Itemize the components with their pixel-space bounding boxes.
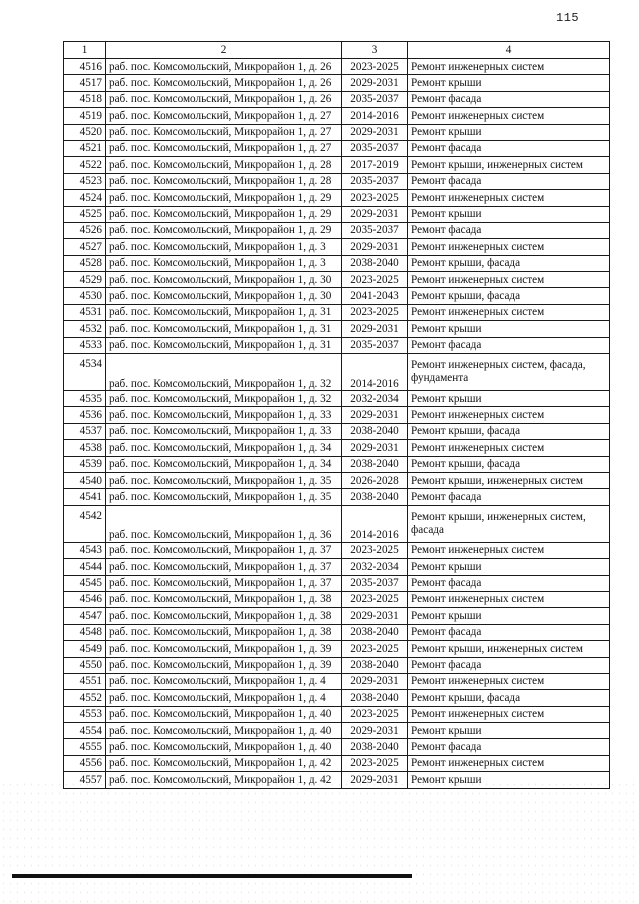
cell-period: 2029-2031 (342, 206, 408, 222)
table-row (64, 706, 610, 722)
table-row (64, 608, 610, 624)
table-header-row (64, 42, 610, 59)
cell-work-type: Ремонт крыши (408, 321, 610, 337)
cell-work-type: Ремонт фасада (408, 337, 610, 353)
table-row (64, 173, 610, 189)
cell-address: раб. пос. Комсомольский, Микрорайон 1, д. 37 (106, 542, 342, 558)
table-row (64, 59, 610, 75)
table-row (64, 304, 610, 320)
cell-number: 4544 (64, 559, 106, 575)
cell-address: раб. пос. Комсомольский, Микрорайон 1, д. 26 (106, 91, 342, 107)
cell-work-type: Ремонт инженерных систем, фасада, фундамента (408, 354, 610, 391)
cell-number: 4516 (64, 59, 106, 75)
cell-work-type: Ремонт крыши, инженерных систем (408, 641, 610, 657)
cell-number: 4530 (64, 288, 106, 304)
cell-address: раб. пос. Комсомольский, Микрорайон 1, д. 39 (106, 641, 342, 657)
cell-period: 2014-2016 (342, 108, 408, 124)
cell-address: раб. пос. Комсомольский, Микрорайон 1, д. 28 (106, 173, 342, 189)
cell-work-type: Ремонт крыши, фасада (408, 690, 610, 706)
bottom-rule (12, 874, 412, 878)
cell-work-type: Ремонт инженерных систем (408, 304, 610, 320)
cell-address: раб. пос. Комсомольский, Микрорайон 1, д. 27 (106, 108, 342, 124)
cell-number: 4531 (64, 304, 106, 320)
cell-number: 4553 (64, 706, 106, 722)
cell-number: 4542 (64, 505, 106, 542)
table-row (64, 624, 610, 640)
cell-period: 2038-2040 (342, 690, 408, 706)
cell-work-type: Ремонт крыши (408, 559, 610, 575)
cell-period: 2038-2040 (342, 489, 408, 505)
table-row (64, 91, 610, 107)
cell-address: раб. пос. Комсомольский, Микрорайон 1, д. 40 (106, 739, 342, 755)
cell-work-type: Ремонт крыши, инженерных систем (408, 472, 610, 488)
table-row (64, 206, 610, 222)
cell-work-type: Ремонт крыши (408, 206, 610, 222)
table-row (64, 190, 610, 206)
cell-number: 4556 (64, 755, 106, 771)
table-row (64, 723, 610, 739)
table-row (64, 739, 610, 755)
cell-number: 4554 (64, 723, 106, 739)
cell-period: 2023-2025 (342, 706, 408, 722)
table-row (64, 157, 610, 173)
cell-number: 4536 (64, 407, 106, 423)
cell-period: 2038-2040 (342, 624, 408, 640)
cell-period: 2029-2031 (342, 321, 408, 337)
cell-period: 2023-2025 (342, 304, 408, 320)
cell-address: раб. пос. Комсомольский, Микрорайон 1, д. 40 (106, 706, 342, 722)
cell-period: 2035-2037 (342, 91, 408, 107)
cell-number: 4518 (64, 91, 106, 107)
cell-address: раб. пос. Комсомольский, Микрорайон 1, д. 33 (106, 423, 342, 439)
column-header-number: 1 (64, 42, 106, 59)
cell-period: 2014-2016 (342, 505, 408, 542)
cell-address: раб. пос. Комсомольский, Микрорайон 1, д. 29 (106, 222, 342, 238)
cell-number: 4551 (64, 673, 106, 689)
cell-period: 2035-2037 (342, 575, 408, 591)
page-number: 115 (556, 11, 580, 25)
cell-period: 2032-2034 (342, 559, 408, 575)
cell-work-type: Ремонт крыши, фасада (408, 456, 610, 472)
column-header-work-type: 4 (408, 42, 610, 59)
cell-number: 4525 (64, 206, 106, 222)
cell-period: 2038-2040 (342, 423, 408, 439)
cell-address: раб. пос. Комсомольский, Микрорайон 1, д. 32 (106, 354, 342, 391)
cell-address: раб. пос. Комсомольский, Микрорайон 1, д. 32 (106, 391, 342, 407)
cell-address: раб. пос. Комсомольский, Микрорайон 1, д. 38 (106, 591, 342, 607)
cell-work-type: Ремонт фасада (408, 140, 610, 156)
cell-number: 4534 (64, 354, 106, 391)
table-row (64, 673, 610, 689)
table-row (64, 391, 610, 407)
cell-period: 2029-2031 (342, 723, 408, 739)
cell-address: раб. пос. Комсомольский, Микрорайон 1, д. 35 (106, 489, 342, 505)
table-row (64, 239, 610, 255)
cell-number: 4549 (64, 641, 106, 657)
cell-work-type: Ремонт инженерных систем (408, 673, 610, 689)
cell-address: раб. пос. Комсомольский, Микрорайон 1, д. 39 (106, 657, 342, 673)
cell-number: 4540 (64, 472, 106, 488)
cell-period: 2032-2034 (342, 391, 408, 407)
cell-number: 4546 (64, 591, 106, 607)
table-row (64, 542, 610, 558)
cell-period: 2023-2025 (342, 272, 408, 288)
cell-work-type: Ремонт фасада (408, 657, 610, 673)
cell-work-type: Ремонт крыши (408, 723, 610, 739)
cell-address: раб. пос. Комсомольский, Микрорайон 1, д. 37 (106, 575, 342, 591)
cell-number: 4532 (64, 321, 106, 337)
cell-period: 2035-2037 (342, 222, 408, 238)
cell-address: раб. пос. Комсомольский, Микрорайон 1, д. 3 (106, 255, 342, 271)
table-row (64, 272, 610, 288)
cell-period: 2026-2028 (342, 472, 408, 488)
cell-work-type: Ремонт инженерных систем (408, 190, 610, 206)
cell-address: раб. пос. Комсомольский, Микрорайон 1, д. 31 (106, 304, 342, 320)
cell-address: раб. пос. Комсомольский, Микрорайон 1, д. 30 (106, 288, 342, 304)
table-row (64, 337, 610, 353)
cell-address: раб. пос. Комсомольский, Микрорайон 1, д. 37 (106, 559, 342, 575)
cell-work-type: Ремонт инженерных систем (408, 59, 610, 75)
cell-work-type: Ремонт инженерных систем (408, 239, 610, 255)
cell-period: 2029-2031 (342, 440, 408, 456)
table-row (64, 321, 610, 337)
cell-work-type: Ремонт инженерных систем (408, 755, 610, 771)
table-row (64, 657, 610, 673)
table-row (64, 407, 610, 423)
cell-address: раб. пос. Комсомольский, Микрорайон 1, д. 4 (106, 690, 342, 706)
cell-address: раб. пос. Комсомольский, Микрорайон 1, д. 42 (106, 755, 342, 771)
cell-address: раб. пос. Комсомольский, Микрорайон 1, д. 36 (106, 505, 342, 542)
cell-period: 2038-2040 (342, 255, 408, 271)
cell-period: 2014-2016 (342, 354, 408, 391)
cell-work-type: Ремонт инженерных систем (408, 440, 610, 456)
cell-number: 4541 (64, 489, 106, 505)
cell-number: 4543 (64, 542, 106, 558)
table-row (64, 108, 610, 124)
cell-number: 4529 (64, 272, 106, 288)
cell-period: 2038-2040 (342, 456, 408, 472)
cell-period: 2029-2031 (342, 124, 408, 140)
cell-number: 4538 (64, 440, 106, 456)
cell-work-type: Ремонт крыши (408, 75, 610, 91)
cell-work-type: Ремонт фасада (408, 575, 610, 591)
cell-work-type: Ремонт инженерных систем (408, 407, 610, 423)
cell-work-type: Ремонт инженерных систем (408, 108, 610, 124)
cell-address: раб. пос. Комсомольский, Микрорайон 1, д. 30 (106, 272, 342, 288)
cell-address: раб. пос. Комсомольский, Микрорайон 1, д. 26 (106, 59, 342, 75)
cell-period: 2023-2025 (342, 542, 408, 558)
cell-work-type: Ремонт инженерных систем (408, 591, 610, 607)
cell-period: 2038-2040 (342, 657, 408, 673)
table-row (64, 124, 610, 140)
cell-period: 2035-2037 (342, 173, 408, 189)
cell-work-type: Ремонт крыши, фасада (408, 288, 610, 304)
cell-work-type: Ремонт крыши (408, 772, 610, 788)
cell-number: 4552 (64, 690, 106, 706)
cell-period: 2041-2043 (342, 288, 408, 304)
cell-address: раб. пос. Комсомольский, Микрорайон 1, д. 29 (106, 206, 342, 222)
cell-number: 4526 (64, 222, 106, 238)
cell-number: 4520 (64, 124, 106, 140)
table-row (64, 255, 610, 271)
cell-number: 4528 (64, 255, 106, 271)
table-row (64, 456, 610, 472)
cell-period: 2023-2025 (342, 190, 408, 206)
cell-period: 2035-2037 (342, 337, 408, 353)
cell-work-type: Ремонт фасада (408, 624, 610, 640)
cell-period: 2023-2025 (342, 641, 408, 657)
cell-address: раб. пос. Комсомольский, Микрорайон 1, д. 38 (106, 608, 342, 624)
cell-number: 4550 (64, 657, 106, 673)
cell-number: 4521 (64, 140, 106, 156)
cell-period: 2035-2037 (342, 140, 408, 156)
cell-work-type: Ремонт крыши, инженерных систем (408, 157, 610, 173)
cell-address: раб. пос. Комсомольский, Микрорайон 1, д. 26 (106, 75, 342, 91)
table-row (64, 591, 610, 607)
cell-number: 4539 (64, 456, 106, 472)
cell-address: раб. пос. Комсомольский, Микрорайон 1, д. 35 (106, 472, 342, 488)
cell-number: 4519 (64, 108, 106, 124)
cell-period: 2017-2019 (342, 157, 408, 173)
cell-work-type: Ремонт фасада (408, 489, 610, 505)
cell-number: 4555 (64, 739, 106, 755)
cell-address: раб. пос. Комсомольский, Микрорайон 1, д. 42 (106, 772, 342, 788)
cell-period: 2029-2031 (342, 239, 408, 255)
cell-period: 2023-2025 (342, 591, 408, 607)
cell-period: 2038-2040 (342, 739, 408, 755)
cell-number: 4545 (64, 575, 106, 591)
cell-address: раб. пос. Комсомольский, Микрорайон 1, д. 28 (106, 157, 342, 173)
cell-address: раб. пос. Комсомольский, Микрорайон 1, д. 29 (106, 190, 342, 206)
cell-work-type: Ремонт крыши (408, 391, 610, 407)
table-row (64, 423, 610, 439)
table-row (64, 489, 610, 505)
table-row (64, 140, 610, 156)
cell-number: 4547 (64, 608, 106, 624)
table-row (64, 559, 610, 575)
cell-number: 4527 (64, 239, 106, 255)
column-header-address: 2 (106, 42, 342, 59)
cell-work-type: Ремонт крыши (408, 124, 610, 140)
cell-address: раб. пос. Комсомольский, Микрорайон 1, д. 33 (106, 407, 342, 423)
cell-address: раб. пос. Комсомольский, Микрорайон 1, д. 38 (106, 624, 342, 640)
repair-schedule-table (63, 41, 610, 789)
table-row (64, 755, 610, 771)
table-row (64, 505, 610, 542)
cell-address: раб. пос. Комсомольский, Микрорайон 1, д. 34 (106, 456, 342, 472)
cell-period: 2023-2025 (342, 59, 408, 75)
cell-number: 4522 (64, 157, 106, 173)
table-body (64, 59, 610, 789)
cell-address: раб. пос. Комсомольский, Микрорайон 1, д. 4 (106, 673, 342, 689)
cell-number: 4548 (64, 624, 106, 640)
cell-address: раб. пос. Комсомольский, Микрорайон 1, д. 27 (106, 124, 342, 140)
scan-noise (0, 780, 639, 904)
cell-number: 4524 (64, 190, 106, 206)
cell-period: 2029-2031 (342, 407, 408, 423)
table-row (64, 472, 610, 488)
table-row (64, 575, 610, 591)
cell-work-type: Ремонт инженерных систем (408, 542, 610, 558)
cell-period: 2029-2031 (342, 75, 408, 91)
cell-period: 2029-2031 (342, 772, 408, 788)
table-row (64, 440, 610, 456)
cell-work-type: Ремонт крыши, фасада (408, 255, 610, 271)
cell-number: 4533 (64, 337, 106, 353)
cell-number: 4523 (64, 173, 106, 189)
cell-work-type: Ремонт фасада (408, 739, 610, 755)
table-row (64, 641, 610, 657)
cell-address: раб. пос. Комсомольский, Микрорайон 1, д. 40 (106, 723, 342, 739)
cell-work-type: Ремонт фасада (408, 222, 610, 238)
cell-period: 2029-2031 (342, 608, 408, 624)
cell-work-type: Ремонт крыши, фасада (408, 423, 610, 439)
cell-address: раб. пос. Комсомольский, Микрорайон 1, д. 3 (106, 239, 342, 255)
column-header-period: 3 (342, 42, 408, 59)
table-row (64, 222, 610, 238)
cell-address: раб. пос. Комсомольский, Микрорайон 1, д. 27 (106, 140, 342, 156)
cell-address: раб. пос. Комсомольский, Микрорайон 1, д. 34 (106, 440, 342, 456)
cell-work-type: Ремонт инженерных систем (408, 272, 610, 288)
cell-period: 2029-2031 (342, 673, 408, 689)
table-row (64, 354, 610, 391)
cell-work-type: Ремонт инженерных систем (408, 706, 610, 722)
cell-address: раб. пос. Комсомольский, Микрорайон 1, д. 31 (106, 337, 342, 353)
cell-period: 2023-2025 (342, 755, 408, 771)
cell-work-type: Ремонт крыши, инженерных систем, фасада (408, 505, 610, 542)
cell-work-type: Ремонт фасада (408, 91, 610, 107)
table-row (64, 690, 610, 706)
cell-number: 4557 (64, 772, 106, 788)
table-row (64, 288, 610, 304)
cell-work-type: Ремонт крыши (408, 608, 610, 624)
cell-number: 4537 (64, 423, 106, 439)
table-row (64, 75, 610, 91)
cell-number: 4535 (64, 391, 106, 407)
cell-number: 4517 (64, 75, 106, 91)
cell-address: раб. пос. Комсомольский, Микрорайон 1, д. 31 (106, 321, 342, 337)
cell-work-type: Ремонт фасада (408, 173, 610, 189)
